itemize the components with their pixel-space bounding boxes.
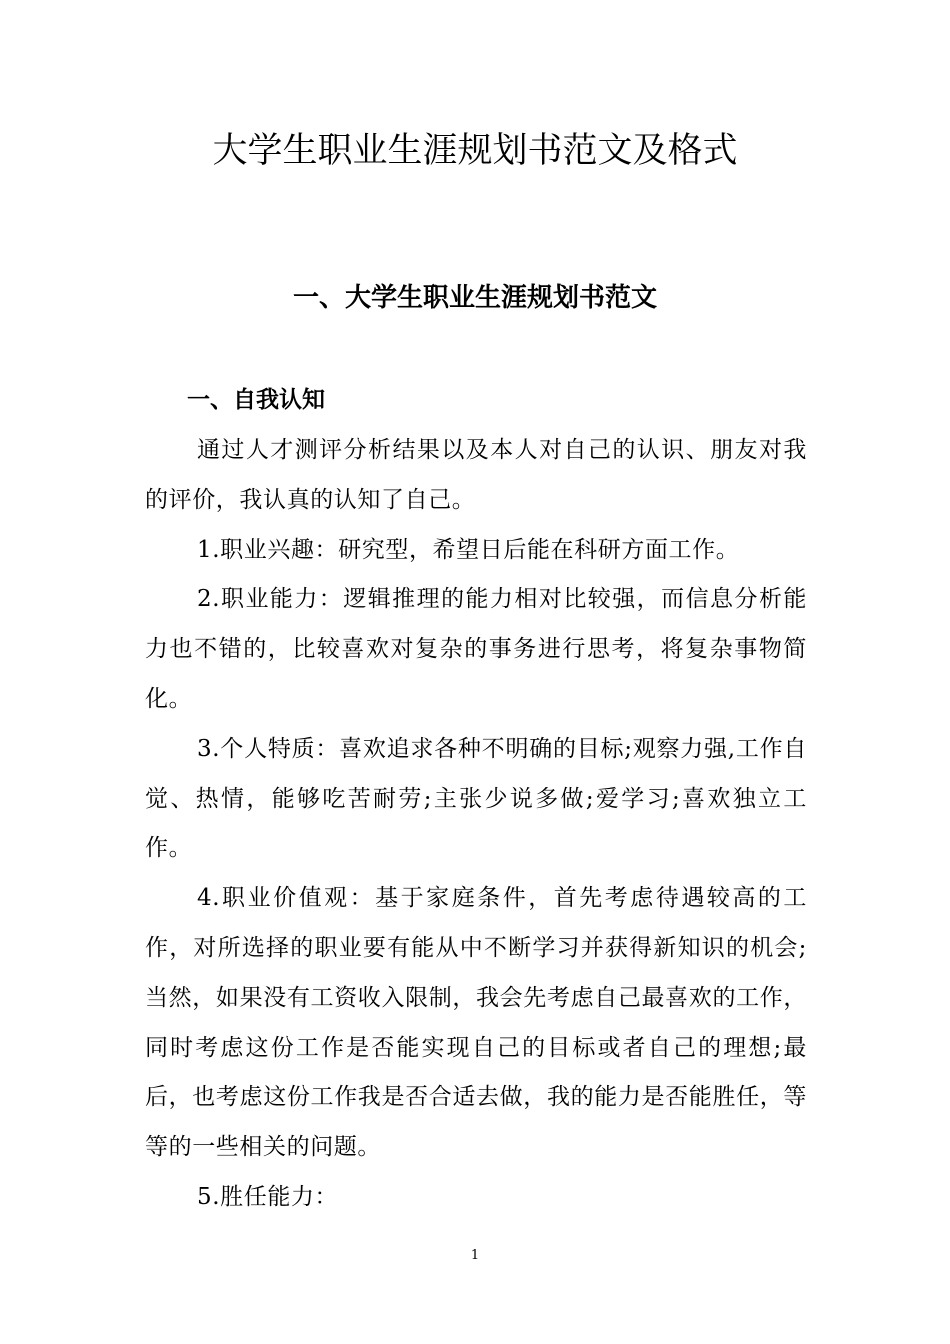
paragraph-intro: 通过人才测评分析结果以及本人对自己的认识、朋友对我的评价，我认真的认知了自己。 [145,437,807,513]
page-number: 1 [470,1248,480,1263]
paragraph-career-values: 4.职业价值观：基于家庭条件，首先考虑待遇较高的工作，对所选择的职业要有能从中不断学习并获得新知识的机会;当然，如果没有工资收入限制，我会先考虑自己最喜欢的工作，同时考虑这份工作是否能实现自己的目标或者自己的理想;最后，也考虑这份工作我是否合适去做，我的能力是否能胜任，等等的一些相关的问题。 [145,885,807,1161]
paragraph-personal-traits: 3.个人特质：喜欢追求各种不明确的目标;观察力强,工作自觉、热情，能够吃苦耐劳;主张少说多做;爱学习;喜欢独立工作。 [145,735,807,862]
document-title: 大学生职业生涯规划书范文及格式 [212,131,738,171]
section-title: 一、大学生职业生涯规划书范文 [292,283,657,313]
paragraph-competence: 5.胜任能力： [197,1183,339,1210]
paragraph-career-interest: 1.职业兴趣：研究型，希望日后能在科研方面工作。 [197,536,740,563]
paragraph-career-ability: 2.职业能力：逻辑推理的能力相对比较强，而信息分析能力也不错的，比较喜欢对复杂的事务进行思考，将复杂事物简化。 [145,586,807,712]
sub-heading-self-awareness: 一、自我认知 [187,387,325,413]
body-text [145,426,807,1223]
